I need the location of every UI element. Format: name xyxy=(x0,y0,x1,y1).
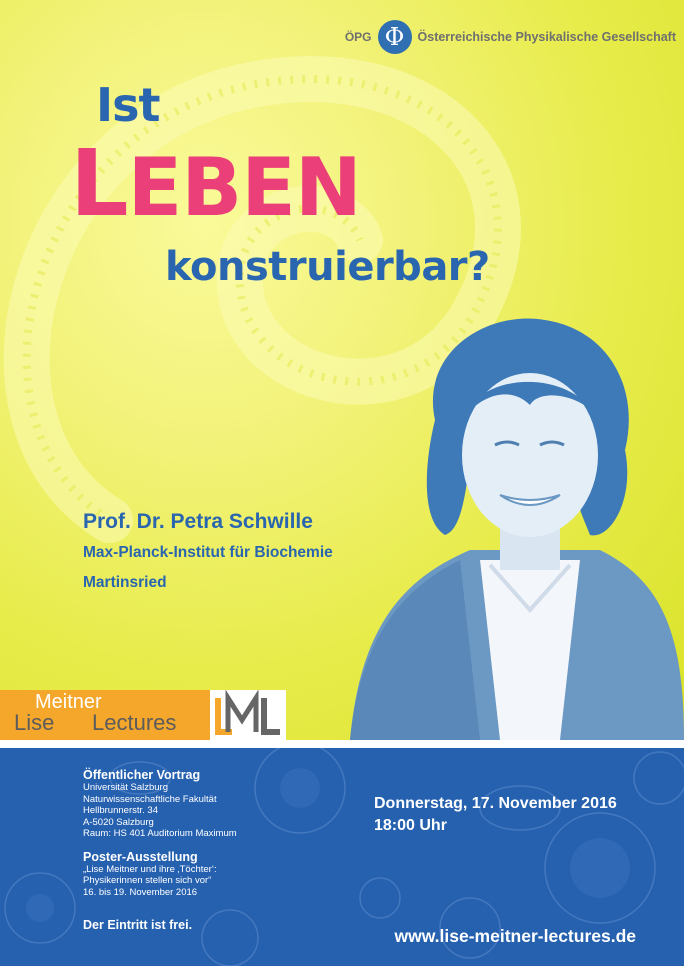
phi-logo-icon: Φ xyxy=(378,20,412,54)
address-line: A-5020 Salzburg xyxy=(83,816,154,828)
title-initial: L xyxy=(70,130,128,237)
talk-heading: Öffentlicher Vortrag xyxy=(83,768,201,782)
speaker-institute: Max-Planck-Institut für Biochemie xyxy=(83,544,333,561)
event-info xyxy=(83,768,237,932)
poster-heading: Poster-Ausstellung xyxy=(83,849,198,864)
website-link[interactable]: www.lise-meitner-lectures.de xyxy=(394,926,636,946)
address-line: Hellbrunnerstr. 34 xyxy=(83,805,158,816)
organization-abbreviation: ÖPG xyxy=(344,30,372,44)
speaker-block xyxy=(83,510,333,604)
logo-word-meitner: Meitner xyxy=(35,691,102,713)
poster-line: Physikerinnen stellen sich vor“ xyxy=(83,875,212,886)
speaker-name: Prof. Dr. Petra Schwille xyxy=(83,510,313,533)
title-line-2 xyxy=(70,130,361,237)
address-line: Universität Salzburg xyxy=(83,782,169,793)
address-line: Naturwissenschaftliche Fakultät xyxy=(83,793,217,805)
title-line-1: Ist xyxy=(96,78,160,132)
title-word-rest: EBEN xyxy=(127,141,361,234)
speaker-location: Martinsried xyxy=(83,574,167,591)
event-date: Donnerstag, 17. November 2016 xyxy=(374,795,617,812)
event-footer xyxy=(0,748,684,966)
lml-monogram-box xyxy=(210,690,286,740)
divider-band xyxy=(0,740,684,748)
lml-monogram-icon xyxy=(210,690,286,740)
logo-word-lectures: Lectures xyxy=(92,710,177,735)
organization-name: Österreichische Physikalische Gesellschaft xyxy=(417,30,676,44)
speaker-portrait xyxy=(340,310,684,740)
event-time: 18:00 Uhr xyxy=(374,817,447,834)
title-line-3: konstruierbar? xyxy=(165,244,490,290)
address-line: Raum: HS 401 Auditorium Maximum xyxy=(83,828,237,839)
admission-note: Der Eintritt ist frei. xyxy=(83,918,193,932)
poster-line: „Lise Meitner und ihre ‚Töchter‘: xyxy=(83,863,217,875)
logo-word-lise: Lise xyxy=(14,710,55,735)
organization-header xyxy=(345,20,676,54)
event-datetime xyxy=(374,793,617,837)
poster-line: 16. bis 19. November 2016 xyxy=(83,886,198,898)
lise-meitner-lectures-logo xyxy=(0,690,210,740)
